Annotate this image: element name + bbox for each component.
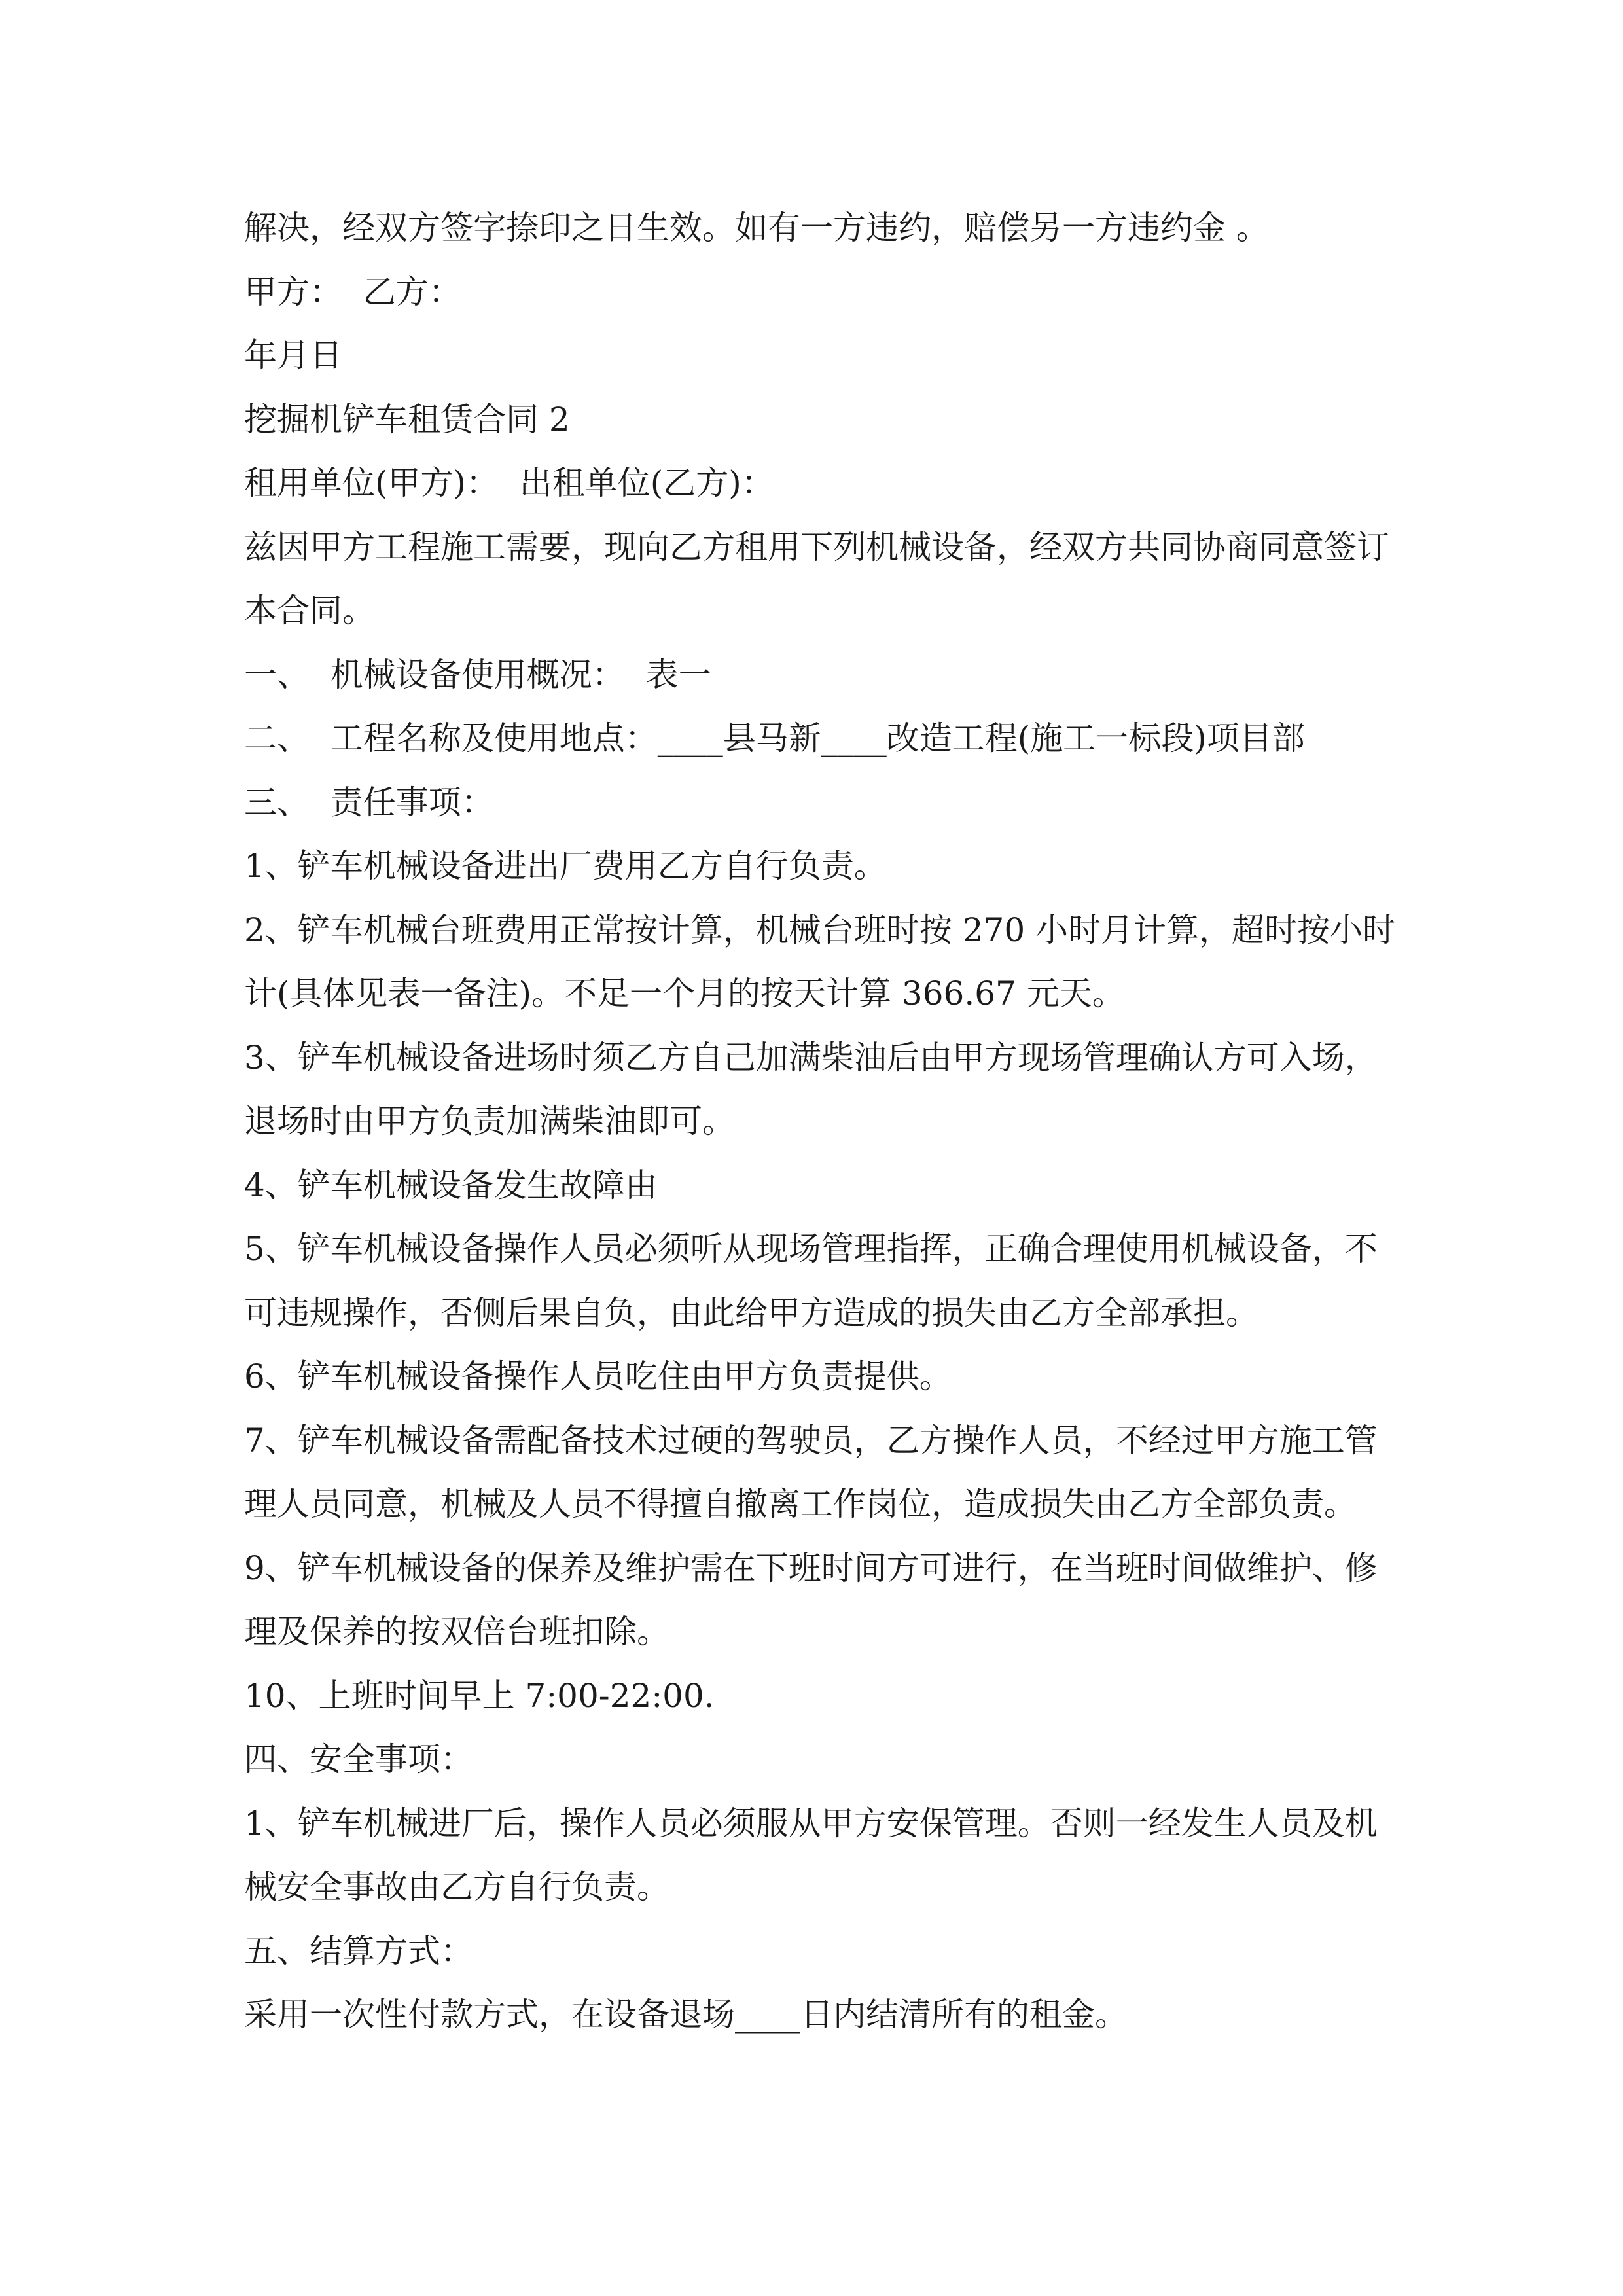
- list-item-continuation: 理人员同意，机械及人员不得擅自撤离工作岗位，造成损失由乙方全部负责。: [244, 1485, 1357, 1523]
- paragraph-line: 本合同。: [244, 592, 375, 630]
- clause-heading: 四、安全事项：: [244, 1740, 473, 1778]
- list-item: 1、铲车机械进厂后，操作人员必须服从甲方安保管理。否则一经发生人员及机: [244, 1804, 1378, 1842]
- list-item: 7、铲车机械设备需配备技术过硬的驾驶员，乙方操作人员，不经过甲方施工管: [244, 1421, 1378, 1460]
- list-item: 2、铲车机械台班费用正常按计算，机械台班时按 270 小时月计算，超时按小时: [244, 910, 1396, 949]
- paragraph-line: 租用单位(甲方)： 出租单位(乙方)：: [244, 464, 774, 502]
- list-item: 3、铲车机械设备进场时须乙方自己加满柴油后由甲方现场管理确认方可入场，: [244, 1038, 1378, 1077]
- list-item: 9、铲车机械设备的保养及维护需在下班时间方可进行，在当班时间做维护、修: [244, 1549, 1378, 1587]
- paragraph-line: 甲方： 乙方：: [244, 272, 461, 311]
- section-title: 挖掘机铲车租赁合同 2: [244, 400, 570, 439]
- list-item: 1、铲车机械设备进出厂费用乙方自行负责。: [244, 847, 887, 885]
- clause-heading: 二、 工程名称及使用地点：____县马新____改造工程(施工一标段)项目部: [244, 719, 1305, 757]
- list-item-continuation: 械安全事故由乙方自行负责。: [244, 1868, 669, 1906]
- paragraph-line: 年月日: [244, 336, 342, 374]
- list-item-continuation: 可违规操作，否侧后果自负，由此给甲方造成的损失由乙方全部承担。: [244, 1293, 1258, 1332]
- clause-heading: 三、 责任事项：: [244, 783, 494, 821]
- list-item: 6、铲车机械设备操作人员吃住由甲方负责提供。: [244, 1357, 952, 1395]
- paragraph-line: 采用一次性付款方式，在设备退场____日内结清所有的租金。: [244, 1996, 1128, 2034]
- paragraph-line: 解决，经双方签字捺印之日生效。如有一方违约，赔偿另一方违约金 。: [244, 209, 1269, 247]
- list-item: 10、上班时间早上 7:00-22:00.: [244, 1676, 715, 1715]
- list-item-continuation: 理及保养的按双倍台班扣除。: [244, 1613, 669, 1651]
- paragraph-line: 兹因甲方工程施工需要，现向乙方租用下列机械设备，经双方共同协商同意签订: [244, 528, 1389, 566]
- list-item-continuation: 计(具体见表一备注)。不足一个月的按天计算 366.67 元天。: [244, 975, 1125, 1013]
- list-item: 4、铲车机械设备发生故障由: [244, 1166, 658, 1204]
- document-body: [244, 196, 1396, 2047]
- list-item: 5、铲车机械设备操作人员必须听从现场管理指挥，正确合理使用机械设备，不: [244, 1230, 1378, 1268]
- clause-heading: 一、 机械设备使用概况： 表一: [244, 655, 711, 694]
- clause-heading: 五、结算方式：: [244, 1931, 473, 1970]
- list-item-continuation: 退场时由甲方负责加满柴油即可。: [244, 1102, 735, 1140]
